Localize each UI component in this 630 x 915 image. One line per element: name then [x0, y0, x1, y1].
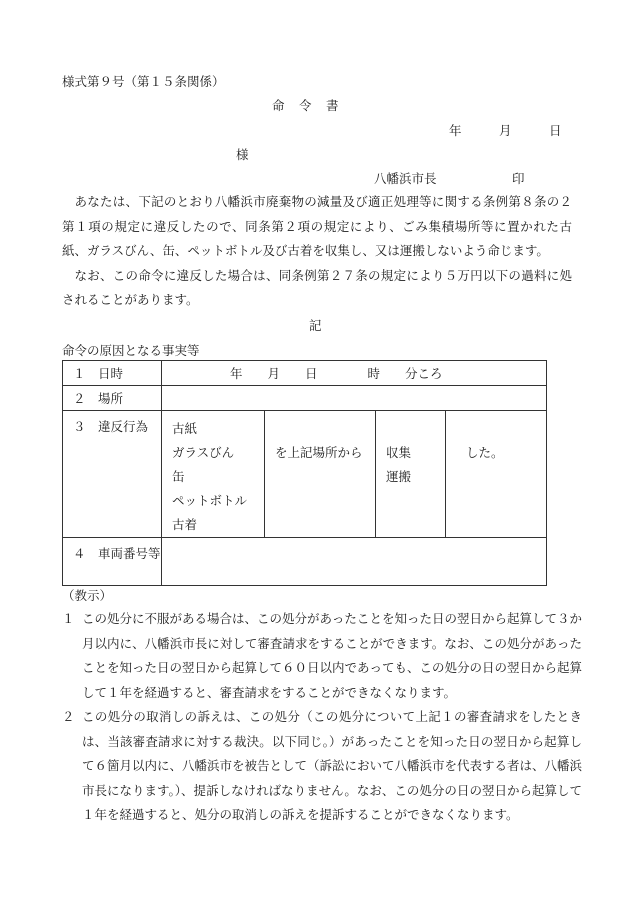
from-place-text: を上記場所から: [275, 445, 363, 460]
body-paragraph-2: なお、この命令に違反した場合は、同条例第２７条の規定により５万円以下の過料に処されることがあります。: [62, 267, 572, 307]
did-cell: [446, 411, 547, 538]
record-heading: 記: [309, 318, 322, 333]
notice-list: [62, 607, 582, 828]
list-item: 古紙: [172, 421, 198, 436]
notice-number: １: [62, 611, 75, 626]
list-item: 古着: [172, 517, 198, 532]
form-number: 様式第９号（第１５条関係）: [62, 74, 225, 89]
from-place-cell: [265, 411, 376, 538]
notice-number: ２: [62, 709, 75, 724]
list-item: [62, 607, 582, 705]
datetime-label: １ 日時: [63, 361, 162, 386]
table-row: [63, 411, 547, 538]
datetime-value: 年 月 日 時 分ころ: [162, 361, 547, 386]
facts-heading: 命令の原因となる事実等: [62, 343, 200, 358]
table-row: [63, 538, 547, 586]
seal-mark: 印: [512, 171, 525, 186]
place-label: ２ 場所: [63, 386, 162, 411]
addressee-suffix: 様: [236, 147, 249, 162]
list-item: 缶: [172, 469, 185, 484]
issuer: 八幡浜市長: [374, 171, 437, 186]
table-row: [63, 361, 547, 386]
list-item: 収集: [386, 445, 412, 460]
facts-table: [62, 360, 547, 586]
document-title: 命 令 書: [272, 98, 340, 113]
date-line: 年 月 日: [449, 123, 562, 138]
body-paragraph-1: あなたは、下記のとおり八幡浜市廃棄物の減量及び適正処理等に関する条例第８条の２第１項の規定に違反したので、同条第２項の規定により、ごみ集積場所等に置かれた古紙、ガラスびん、缶、ペットボトル及び古着を収集し、又は運搬しないよう命じます。: [62, 194, 572, 258]
table-row: [63, 386, 547, 411]
list-item: ペットボトル: [172, 493, 248, 508]
list-item: ガラスびん: [172, 445, 235, 460]
place-value: [162, 386, 547, 411]
notice-text: この処分の取消しの訴えは、この処分（この処分について上記１の審査請求をしたときは、当該審査請求に対する裁決。以下同じ。）があったことを知った日の翌日から起算して６箇月以内に、八幡浜市を被告として（訴訟において八幡浜市を代表する者は、八幡浜市長になります。）、提訴しなければなりません。なお、この処分の日の翌日から起算して１年を経過すると、処分の取消しの訴えを提訴することができなくなります。: [82, 709, 583, 822]
list-item: [62, 705, 582, 828]
notice-heading: （教示）: [62, 588, 113, 603]
body-text: [62, 190, 572, 313]
list-item: 運搬: [386, 469, 412, 484]
item-list: [162, 411, 265, 538]
notice-text: この処分に不服がある場合は、この処分があったことを知った日の翌日から起算して３か月以内に、八幡浜市長に対して審査請求をすることができます。なお、この処分があったことを知った日の翌日から起算して６０日以内であっても、この処分の日の翌日から起算して１年を経過すると、審査請求をすることができなくなります。: [82, 611, 582, 700]
did-text: した。: [466, 445, 504, 460]
vehicle-label: ４ 車両番号等: [63, 538, 162, 586]
action-list: [376, 411, 446, 538]
vehicle-value: [162, 538, 547, 586]
violation-label: ３ 違反行為: [63, 411, 162, 538]
